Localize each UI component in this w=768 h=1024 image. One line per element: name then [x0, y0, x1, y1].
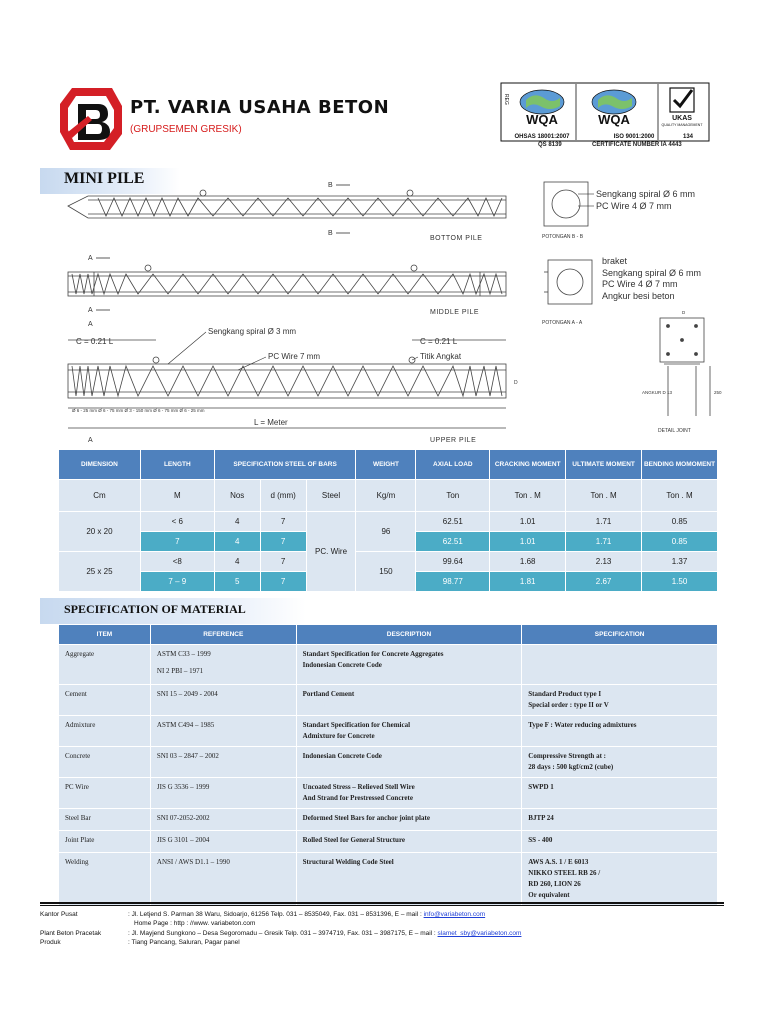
material-item-cell — [59, 716, 151, 747]
material-description-cell — [296, 809, 522, 831]
cell-line: Special order : type II or V — [528, 701, 609, 709]
svg-text:UPPER PILE: UPPER PILE — [430, 437, 477, 444]
bending-cell: 1.50 — [642, 572, 718, 592]
ultimate-cell: 1.71 — [566, 512, 642, 532]
svg-text:Ø 6 - 25 mm Ø 6 - 75 mm: Ø 6 - 25 mm Ø 6 - 75 mm Ø 3 - 150 mm Ø 6 - 75 mm Ø 6 - 25 mm — [72, 408, 205, 413]
nos-cell: 4 — [214, 532, 260, 552]
cell-line: SS - 400 — [528, 836, 553, 844]
nos-cell: 4 — [214, 512, 260, 532]
crack-cell: 1.01 — [490, 532, 566, 552]
material-reference-cell — [150, 809, 296, 831]
cell-line: Uncoated Stress – Relieved Stell Wire — [302, 783, 415, 791]
kantor-label: Kantor Pusat — [40, 911, 78, 918]
material-specification-cell — [522, 716, 718, 747]
material-specification-cell — [522, 778, 718, 809]
material-item-cell — [59, 747, 151, 778]
cell-line: Standart Specification for Concrete Aggregates — [302, 650, 444, 658]
svg-text:PC Wire 7 mm: PC Wire 7 mm — [268, 352, 320, 361]
cell-line: Cement — [65, 690, 87, 698]
cert-number-left: QS 8139 — [538, 142, 562, 148]
cell-line: RD 260, LION 26 — [528, 880, 581, 888]
kantor-address: : Jl. Letjend S. Parman 38 Waru, Sidoarjo, 61256 Telp. 031 – 8535049, Fax. 031 – 8531396, E – mail : info@variabeton.com — [128, 911, 486, 918]
header-bending-moment: BENDING MOMOMENT — [642, 450, 718, 480]
material-specification-cell — [522, 645, 718, 685]
header-description: DESCRIPTION — [296, 625, 522, 645]
dimension-cell: 25 x 25 — [59, 552, 141, 592]
cell-line: SNI 15 – 2049 - 2004 — [156, 690, 218, 698]
cell-line: Compressive Strength at : — [528, 752, 606, 760]
cell-line: PC Wire — [65, 783, 89, 791]
cell-line: ASTM C494 – 1985 — [156, 721, 215, 729]
material-reference-cell — [150, 716, 296, 747]
section-b — [544, 182, 588, 226]
svg-text:BOTTOM PILE: BOTTOM PILE — [430, 235, 483, 242]
bending-cell: 1.37 — [642, 552, 718, 572]
table-row — [59, 552, 718, 572]
svg-text:B: B — [328, 230, 333, 237]
cell-line: Type F : Water reducing admixtures — [528, 721, 637, 729]
home-page[interactable]: Home Page : http : //www. variabeton.com — [134, 920, 256, 927]
header-specification: SPECIFICATION — [522, 625, 718, 645]
crack-cell: 1.68 — [490, 552, 566, 572]
cell-line: SWPD 1 — [528, 783, 554, 791]
material-row — [59, 747, 718, 778]
header-length: LENGTH — [140, 450, 214, 480]
length-cell: 7 — [140, 532, 214, 552]
cell-line: SNI 03 – 2847 – 2002 — [156, 752, 219, 760]
length-cell: < 6 — [140, 512, 214, 532]
section-a — [544, 260, 592, 304]
cell-line: NI 2 PBI – 1971 — [156, 667, 204, 675]
material-row — [59, 853, 718, 906]
material-item-cell — [59, 645, 151, 685]
cell-line: Deformed Steel Bars for anchor joint plate — [302, 814, 430, 822]
svg-text:B: B — [328, 182, 333, 189]
material-row — [59, 778, 718, 809]
plant-address: : Jl. Mayjend Sungkono – Desa Segoromadu – Gresik Telp. 031 – 3974719, Fax. 031 – 3987175, E – mail : slamet_sby@variabeton.com — [128, 930, 522, 937]
cell-line: SNI 07-2052-2002 — [156, 814, 210, 822]
cell-line: Admixture for Concrete — [302, 732, 375, 740]
material-reference-cell — [150, 685, 296, 716]
material-reference-cell — [150, 778, 296, 809]
svg-text:WQA: WQA — [598, 112, 630, 127]
cell-line: Indonesian Concrete Code — [302, 661, 382, 669]
material-description-cell — [296, 645, 522, 685]
material-specification-cell — [522, 853, 718, 906]
material-description-cell — [296, 716, 522, 747]
svg-text:POTONGAN B - B: POTONGAN B - B — [542, 234, 584, 240]
cert-number-right: CERTIFICATE NUMBER IA 4443 — [592, 142, 682, 148]
svg-text:C = 0.21 L: C = 0.21 L — [76, 337, 114, 346]
svg-text:MIDDLE PILE: MIDDLE PILE — [430, 309, 480, 316]
svg-text:134: 134 — [682, 134, 694, 140]
header-ultimate-moment: ULTIMATE MOMENT — [566, 450, 642, 480]
unit-cell: M — [140, 480, 214, 512]
header-reference: REFERENCE — [150, 625, 296, 645]
material-specification-cell — [522, 831, 718, 853]
material-specification-cell — [522, 747, 718, 778]
svg-text:Titik Angkat: Titik Angkat — [420, 352, 462, 361]
unit-cell: Ton . M — [642, 480, 718, 512]
d-cell: 7 — [260, 552, 306, 572]
svg-text:OHSAS 18001:2007: OHSAS 18001:2007 — [514, 134, 570, 140]
ultimate-cell: 2.67 — [566, 572, 642, 592]
svg-text:C = 0.21 L: C = 0.21 L — [420, 337, 458, 346]
material-row — [59, 809, 718, 831]
plant-email[interactable]: slamet_sby@variabeton.com — [437, 930, 522, 937]
cell-line: Joint Plate — [65, 836, 95, 844]
pile-spec-table — [58, 449, 718, 592]
unit-cell: Steel — [306, 480, 356, 512]
cell-line: Steel Bar — [65, 814, 91, 822]
nos-cell: 5 — [214, 572, 260, 592]
header-axial-load: AXIAL LOAD — [416, 450, 490, 480]
d-cell: 7 — [260, 512, 306, 532]
svg-text:A: A — [88, 307, 93, 314]
cell-line: NIKKO STEEL RB 26 / — [528, 869, 601, 877]
cell-line: And Strand for Prestressed Concrete — [302, 794, 413, 802]
svg-text:PC Wire 4 Ø 7 mm: PC Wire 4 Ø 7 mm — [602, 279, 678, 289]
footer-rule — [40, 902, 724, 904]
bending-cell: 0.85 — [642, 512, 718, 532]
cell-line: Admixture — [65, 721, 96, 729]
unit-cell: Cm — [59, 480, 141, 512]
material-table — [58, 624, 718, 906]
header-steel-spec: SPECIFICATION STEEL OF BARS — [214, 450, 356, 480]
header-item: ITEM — [59, 625, 151, 645]
detail-joint — [660, 318, 710, 416]
material-description-cell — [296, 831, 522, 853]
material-description-cell — [296, 685, 522, 716]
table-row — [59, 512, 718, 532]
cell-line: Standard Product type I — [528, 690, 602, 698]
certification-badges — [500, 82, 710, 150]
cell-line: BJTP 24 — [528, 814, 554, 822]
svg-text:250: 250 — [714, 390, 722, 395]
units-row — [59, 480, 718, 512]
svg-text:DETAIL JOINT: DETAIL JOINT — [658, 428, 691, 434]
cell-line: Concrete — [65, 752, 91, 760]
material-item-cell — [59, 831, 151, 853]
company-logo — [58, 86, 124, 152]
unit-cell: Kg/m — [356, 480, 416, 512]
material-reference-cell — [150, 831, 296, 853]
company-group: (GRUPSEMEN GRESIK) — [130, 124, 242, 135]
cell-line: JIS G 3101 – 2004 — [156, 836, 210, 844]
svg-text:Angkur besi beton: Angkur besi beton — [602, 291, 675, 301]
header-dimension: DIMENSION — [59, 450, 141, 480]
cell-line: 28 days : 500 kgf/cm2 (cube) — [528, 763, 614, 771]
header-weight: WEIGHT — [356, 450, 416, 480]
cell-line: Aggregate — [65, 650, 95, 658]
cell-line: Or equivalent — [528, 891, 570, 899]
material-row — [59, 645, 718, 685]
material-row — [59, 831, 718, 853]
d-cell: 7 — [260, 572, 306, 592]
svg-text:A: A — [88, 255, 93, 262]
svg-text:PC Wire 4 Ø 7 mm: PC Wire 4 Ø 7 mm — [596, 201, 672, 211]
plant-label: Plant Beton Pracetak — [40, 930, 102, 937]
produk-text: : Tiang Pancang, Saluran, Pagar panel — [128, 939, 240, 946]
material-title: SPECIFICATION OF MATERIAL — [64, 602, 246, 616]
unit-cell: d (mm) — [260, 480, 306, 512]
cell-line: JIS G 3536 – 1999 — [156, 783, 210, 791]
material-reference-cell — [150, 645, 296, 685]
svg-text:braket: braket — [602, 256, 628, 266]
svg-text:A: A — [88, 321, 93, 328]
kantor-email[interactable]: info@variabeton.com — [423, 911, 486, 918]
material-reference-cell — [150, 853, 296, 906]
unit-cell: Ton — [416, 480, 490, 512]
material-reference-cell — [150, 747, 296, 778]
unit-cell: Nos — [214, 480, 260, 512]
svg-text:ANGKUR D 13: ANGKUR D 13 — [642, 390, 673, 395]
cell-line: ANSI / AWS D1.1 – 1990 — [156, 858, 230, 866]
cell-line: ASTM C33 – 1999 — [156, 650, 211, 658]
crack-cell: 1.81 — [490, 572, 566, 592]
svg-text:QUALITY MANAGEMENT: QUALITY MANAGEMENT — [661, 123, 703, 127]
material-specification-cell — [522, 809, 718, 831]
svg-text:Sengkang spiral Ø 6 mm: Sengkang spiral Ø 6 mm — [602, 268, 702, 278]
material-specification-cell — [522, 685, 718, 716]
svg-text:WQA: WQA — [526, 112, 558, 127]
ultimate-cell: 1.71 — [566, 532, 642, 552]
unit-cell: Ton . M — [490, 480, 566, 512]
svg-text:UKAS: UKAS — [672, 115, 692, 122]
axial-cell: 62.51 — [416, 532, 490, 552]
svg-text:ISO 9001:2000: ISO 9001:2000 — [613, 134, 655, 140]
material-item-cell — [59, 685, 151, 716]
material-item-cell — [59, 809, 151, 831]
header-cracking-moment: CRACKING MOMENT — [490, 450, 566, 480]
cell-line: Portland Cement — [302, 690, 355, 698]
company-name: PT. VARIA USAHA BETON — [130, 97, 390, 118]
middle-pile — [68, 265, 506, 296]
svg-text:Sengkang spiral Ø 6 mm: Sengkang spiral Ø 6 mm — [596, 189, 696, 199]
axial-cell: 98.77 — [416, 572, 490, 592]
weight-cell: 150 — [356, 552, 416, 592]
length-cell: 7 – 9 — [140, 572, 214, 592]
material-item-cell — [59, 853, 151, 906]
svg-text:POTONGAN A - A: POTONGAN A - A — [542, 320, 583, 326]
cell-line: Indonesian Concrete Code — [302, 752, 382, 760]
cell-line: Structural Welding Code Steel — [302, 858, 394, 866]
cell-line: AWS A.S. 1 / E 6013 — [528, 858, 589, 866]
material-item-cell — [59, 778, 151, 809]
footer-rule-thin — [40, 905, 724, 906]
axial-cell: 99.64 — [416, 552, 490, 572]
material-description-cell — [296, 778, 522, 809]
material-description-cell — [296, 747, 522, 778]
material-row — [59, 685, 718, 716]
ultimate-cell: 2.13 — [566, 552, 642, 572]
steel-cell: PC. Wire — [306, 512, 356, 592]
weight-cell: 96 — [356, 512, 416, 552]
material-description-cell — [296, 853, 522, 906]
svg-text:L = Meter: L = Meter — [254, 418, 288, 427]
cell-line: Welding — [65, 858, 89, 866]
nos-cell: 4 — [214, 552, 260, 572]
axial-cell: 62.51 — [416, 512, 490, 532]
unit-cell: Ton . M — [566, 480, 642, 512]
crack-cell: 1.01 — [490, 512, 566, 532]
d-cell: 7 — [260, 532, 306, 552]
length-cell: <8 — [140, 552, 214, 572]
svg-text:REG: REG — [503, 94, 509, 105]
cell-line: Rolled Steel for General Structure — [302, 836, 406, 844]
svg-text:Sengkang spiral Ø 3 mm: Sengkang spiral Ø 3 mm — [208, 327, 297, 336]
produk-label: Produk — [40, 939, 61, 946]
svg-text:D: D — [514, 380, 518, 386]
bottom-pile — [68, 190, 506, 218]
cell-line: Standart Specification for Chemical — [302, 721, 411, 729]
svg-text:A: A — [88, 437, 93, 444]
svg-text:D: D — [682, 310, 686, 315]
bending-cell: 0.85 — [642, 532, 718, 552]
material-row — [59, 716, 718, 747]
mini-pile-title: MINI PILE — [64, 170, 145, 187]
dimension-cell: 20 x 20 — [59, 512, 141, 552]
mini-pile-drawing — [58, 160, 722, 450]
